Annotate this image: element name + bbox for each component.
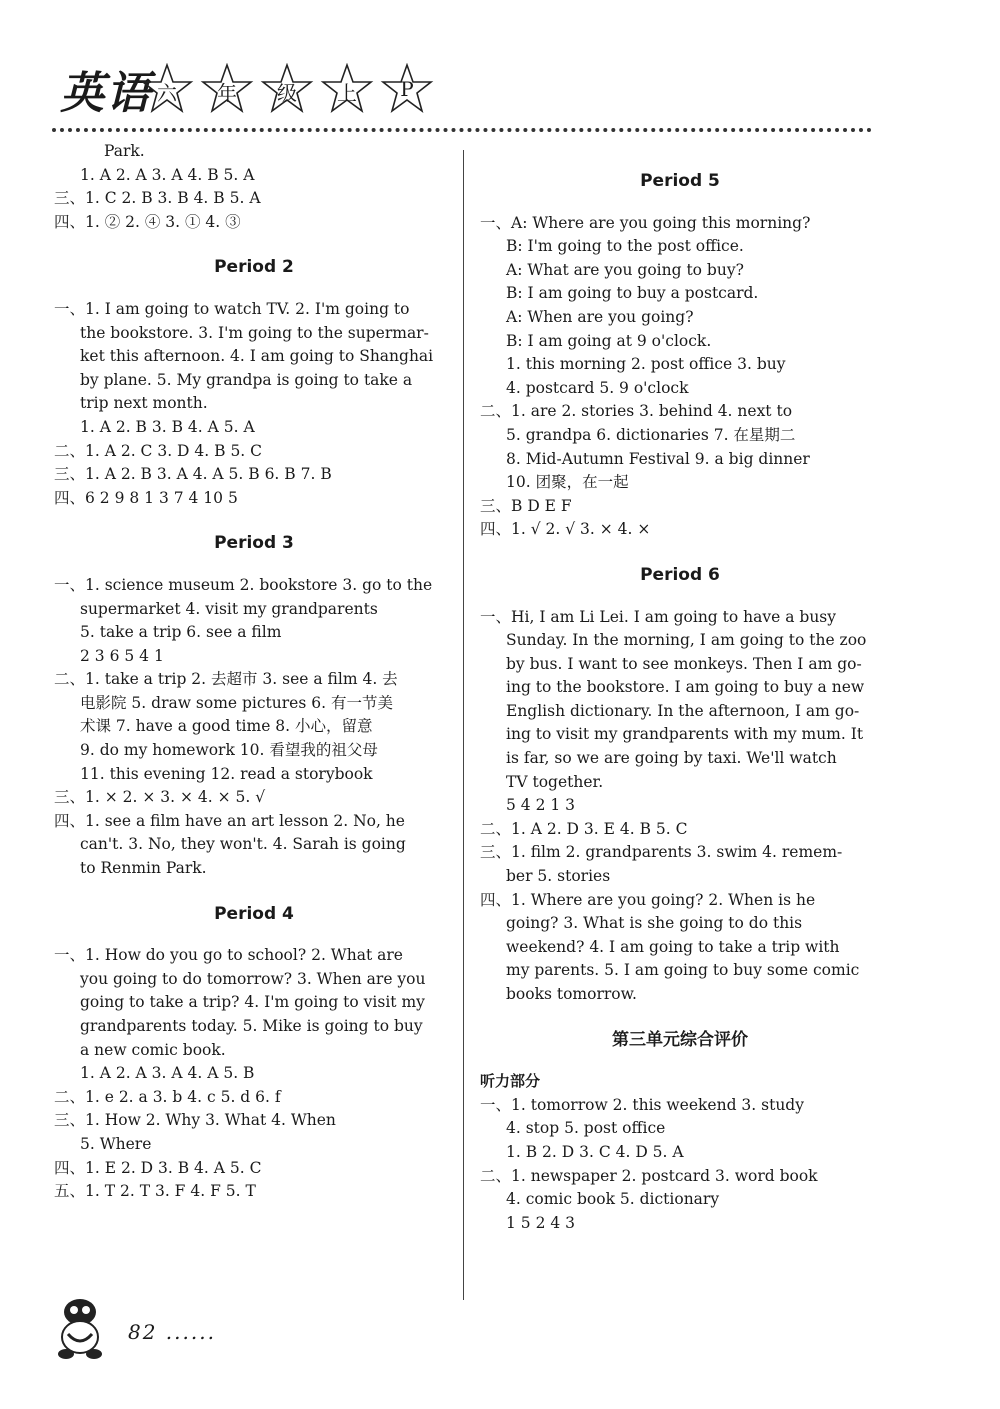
answer-line: a new comic book. xyxy=(80,1040,226,1059)
answer-line: grandparents today. 5. Mike is going to buy xyxy=(80,1017,423,1035)
answer-line: 四、1. ② 2. ④ 3. ① 4. ③ xyxy=(54,212,241,231)
answer-line: TV together. xyxy=(506,772,604,791)
answer-line: 二、1. A 2. C 3. D 4. B 5. C xyxy=(54,441,263,460)
answer-line: you going to do tomorrow? 3. When are you xyxy=(80,969,426,988)
answer-line: 术课 7. have a good time 8. 小心，留意 xyxy=(80,717,373,736)
answer-line: is far, so we are going by taxi. We'll watch xyxy=(506,749,837,768)
star-label: 上 xyxy=(337,81,357,105)
answer-line: by plane. 5. My grandpa is going to take a xyxy=(80,370,413,389)
answer-line: 4. postcard 5. 9 o'clock xyxy=(506,378,689,397)
listening-lines xyxy=(480,1094,880,1236)
star-badge xyxy=(140,63,194,115)
answer-line: books tomorrow. xyxy=(506,985,637,1003)
period-4-heading: Period 4 xyxy=(214,903,294,924)
answer-line: A: What are you going to buy? xyxy=(506,260,744,279)
answer-line: 9. do my homework 10. 看望我的祖父母 xyxy=(80,741,378,760)
answer-line: Park. xyxy=(104,142,145,160)
answer-line: 一、1. I am going to watch TV. 2. I'm going to xyxy=(54,299,410,318)
answer-line: 三、1. × 2. × 3. × 4. × 5. √ xyxy=(54,788,266,807)
answer-line: 二、1. e 2. a 3. b 4. c 5. d 6. f xyxy=(54,1087,281,1106)
answer-line: 三、B D E F xyxy=(480,496,572,515)
answer-line: 四、6 2 9 8 1 3 7 4 10 5 xyxy=(54,488,238,507)
answer-line: ket this afternoon. 4. I am going to Shanghai xyxy=(80,347,434,366)
answer-line: going to take a trip? 4. I'm going to visit my xyxy=(80,993,425,1012)
answer-line: 二、1. are 2. stories 3. behind 4. next to xyxy=(480,402,793,421)
page-footer xyxy=(50,1292,250,1362)
star-label: 年 xyxy=(217,81,237,105)
answer-line: 三、1. How 2. Why 3. What 4. When xyxy=(54,1111,336,1130)
answer-line: 三、1. A 2. B 3. A 4. A 5. B 6. B 7. B xyxy=(54,465,332,484)
period-2-lines xyxy=(54,298,454,510)
cartoon-mascot-icon xyxy=(50,1292,120,1362)
left-top-lines xyxy=(54,140,454,234)
answer-line: ber 5. stories xyxy=(506,867,611,886)
period-3-heading: Period 3 xyxy=(214,533,294,554)
answer-line: 1. B 2. D 3. C 4. D 5. A xyxy=(506,1142,684,1161)
answer-line: 8. Mid-Autumn Festival 9. a big dinner xyxy=(506,449,810,468)
column-divider xyxy=(463,150,464,1300)
answer-line: 一、Hi, I am Li Lei. I am going to have a busy xyxy=(480,607,837,626)
answer-line: 二、1. newspaper 2. postcard 3. word book xyxy=(480,1166,818,1185)
star-label: P xyxy=(400,77,414,101)
answer-line: Sunday. In the morning, I am going to the zoo xyxy=(506,631,867,650)
answer-line: 一、1. science museum 2. bookstore 3. go to the xyxy=(54,575,433,594)
page-number: 82 ...... xyxy=(128,1320,216,1344)
header-dotted-rule xyxy=(52,128,872,132)
period-3-lines xyxy=(54,574,454,881)
left-column xyxy=(54,140,454,1204)
answer-line: 1 5 2 4 3 xyxy=(506,1213,576,1232)
answer-line: the bookstore. 3. I'm going to the supermar- xyxy=(80,323,429,342)
right-column xyxy=(480,140,880,1235)
answer-line: 二、1. take a trip 2. 去超市 3. see a film 4. 去 xyxy=(54,670,398,689)
answer-line: 四、1. see a film have an art lesson 2. No, he xyxy=(54,811,405,830)
answer-line: 4. comic book 5. dictionary xyxy=(506,1190,720,1209)
answer-line: A: When are you going? xyxy=(506,307,694,326)
star-badge xyxy=(380,63,434,115)
answer-line: 2 3 6 5 4 1 xyxy=(80,646,164,665)
answer-line: 4. stop 5. post office xyxy=(506,1119,666,1138)
answer-line: 10. 团聚，在一起 xyxy=(506,473,629,492)
answer-line: trip next month. xyxy=(80,394,208,413)
answer-line: 四、1. E 2. D 3. B 4. A 5. C xyxy=(54,1158,262,1177)
answer-line: 三、1. C 2. B 3. B 4. B 5. A xyxy=(54,189,261,208)
answer-line: B: I am going at 9 o'clock. xyxy=(506,331,712,350)
period-5-lines xyxy=(480,212,880,542)
answer-line: B: I'm going to the post office. xyxy=(506,237,744,256)
star-badge xyxy=(260,63,314,115)
answer-line: ing to visit my grandparents with my mum. It xyxy=(506,725,864,744)
answer-line: 一、A: Where are you going this morning? xyxy=(480,213,811,232)
answer-line: 1. A 2. B 3. B 4. A 5. A xyxy=(80,417,255,436)
answer-line: 1. A 2. A 3. A 4. B 5. A xyxy=(80,165,255,184)
answer-line: 四、1. Where are you going? 2. When is he xyxy=(480,890,816,909)
answer-line: 三、1. film 2. grandparents 3. swim 4. remem- xyxy=(480,843,843,862)
answer-line: 5. Where xyxy=(80,1134,152,1153)
answer-line: 1. A 2. A 3. A 4. A 5. B xyxy=(80,1064,255,1083)
answer-line: English dictionary. In the afternoon, I am go- xyxy=(506,701,860,720)
answer-line: 五、1. T 2. T 3. F 4. F 5. T xyxy=(54,1182,256,1201)
answer-line: my parents. 5. I am going to buy some comic xyxy=(506,961,860,980)
brand-title: 英语 xyxy=(60,68,152,119)
star-badge xyxy=(320,63,374,115)
answer-line: ing to the bookstore. I am going to buy a new xyxy=(506,678,865,697)
star-badge xyxy=(200,63,254,115)
answer-line: 1. this morning 2. post office 3. buy xyxy=(506,355,786,374)
answer-line: supermarket 4. visit my grandparents xyxy=(80,599,378,618)
period-6-heading: Period 6 xyxy=(640,564,720,585)
answer-line: 二、1. A 2. D 3. E 4. B 5. C xyxy=(480,819,688,838)
period-5-heading: Period 5 xyxy=(640,171,720,191)
answer-line: by bus. I want to see monkeys. Then I am go- xyxy=(506,654,862,673)
star-label: 六 xyxy=(157,81,177,105)
answer-line: 电影院 5. draw some pictures 6. 有一节美 xyxy=(80,693,393,712)
page-header xyxy=(52,55,872,125)
answer-line: weekend? 4. I am going to take a trip with xyxy=(506,937,840,956)
answer-line: 一、1. How do you go to school? 2. What are xyxy=(54,946,403,965)
listening-section-heading: 听力部分 xyxy=(480,1072,541,1091)
answer-line: 5. take a trip 6. see a film xyxy=(80,623,282,642)
answer-line: to Renmin Park. xyxy=(80,859,207,878)
unit-review-heading: 第三单元综合评价 xyxy=(612,1029,748,1050)
period-4-lines xyxy=(54,944,454,1204)
period-6-lines xyxy=(480,606,880,1007)
period-2-heading: Period 2 xyxy=(214,257,294,278)
answer-line: going? 3. What is she going to do this xyxy=(506,914,803,933)
answer-line: B: I am going to buy a postcard. xyxy=(506,284,759,303)
star-label: 级 xyxy=(277,81,297,105)
answer-line: can't. 3. No, they won't. 4. Sarah is going xyxy=(80,835,406,854)
answer-line: 一、1. tomorrow 2. this weekend 3. study xyxy=(480,1095,804,1114)
answer-line: 5. grandpa 6. dictionaries 7. 在星期二 xyxy=(506,425,796,444)
answer-line: 5 4 2 1 3 xyxy=(506,796,576,815)
answer-line: 11. this evening 12. read a storybook xyxy=(80,764,373,783)
answer-line: 四、1. √ 2. √ 3. × 4. × xyxy=(480,520,651,539)
